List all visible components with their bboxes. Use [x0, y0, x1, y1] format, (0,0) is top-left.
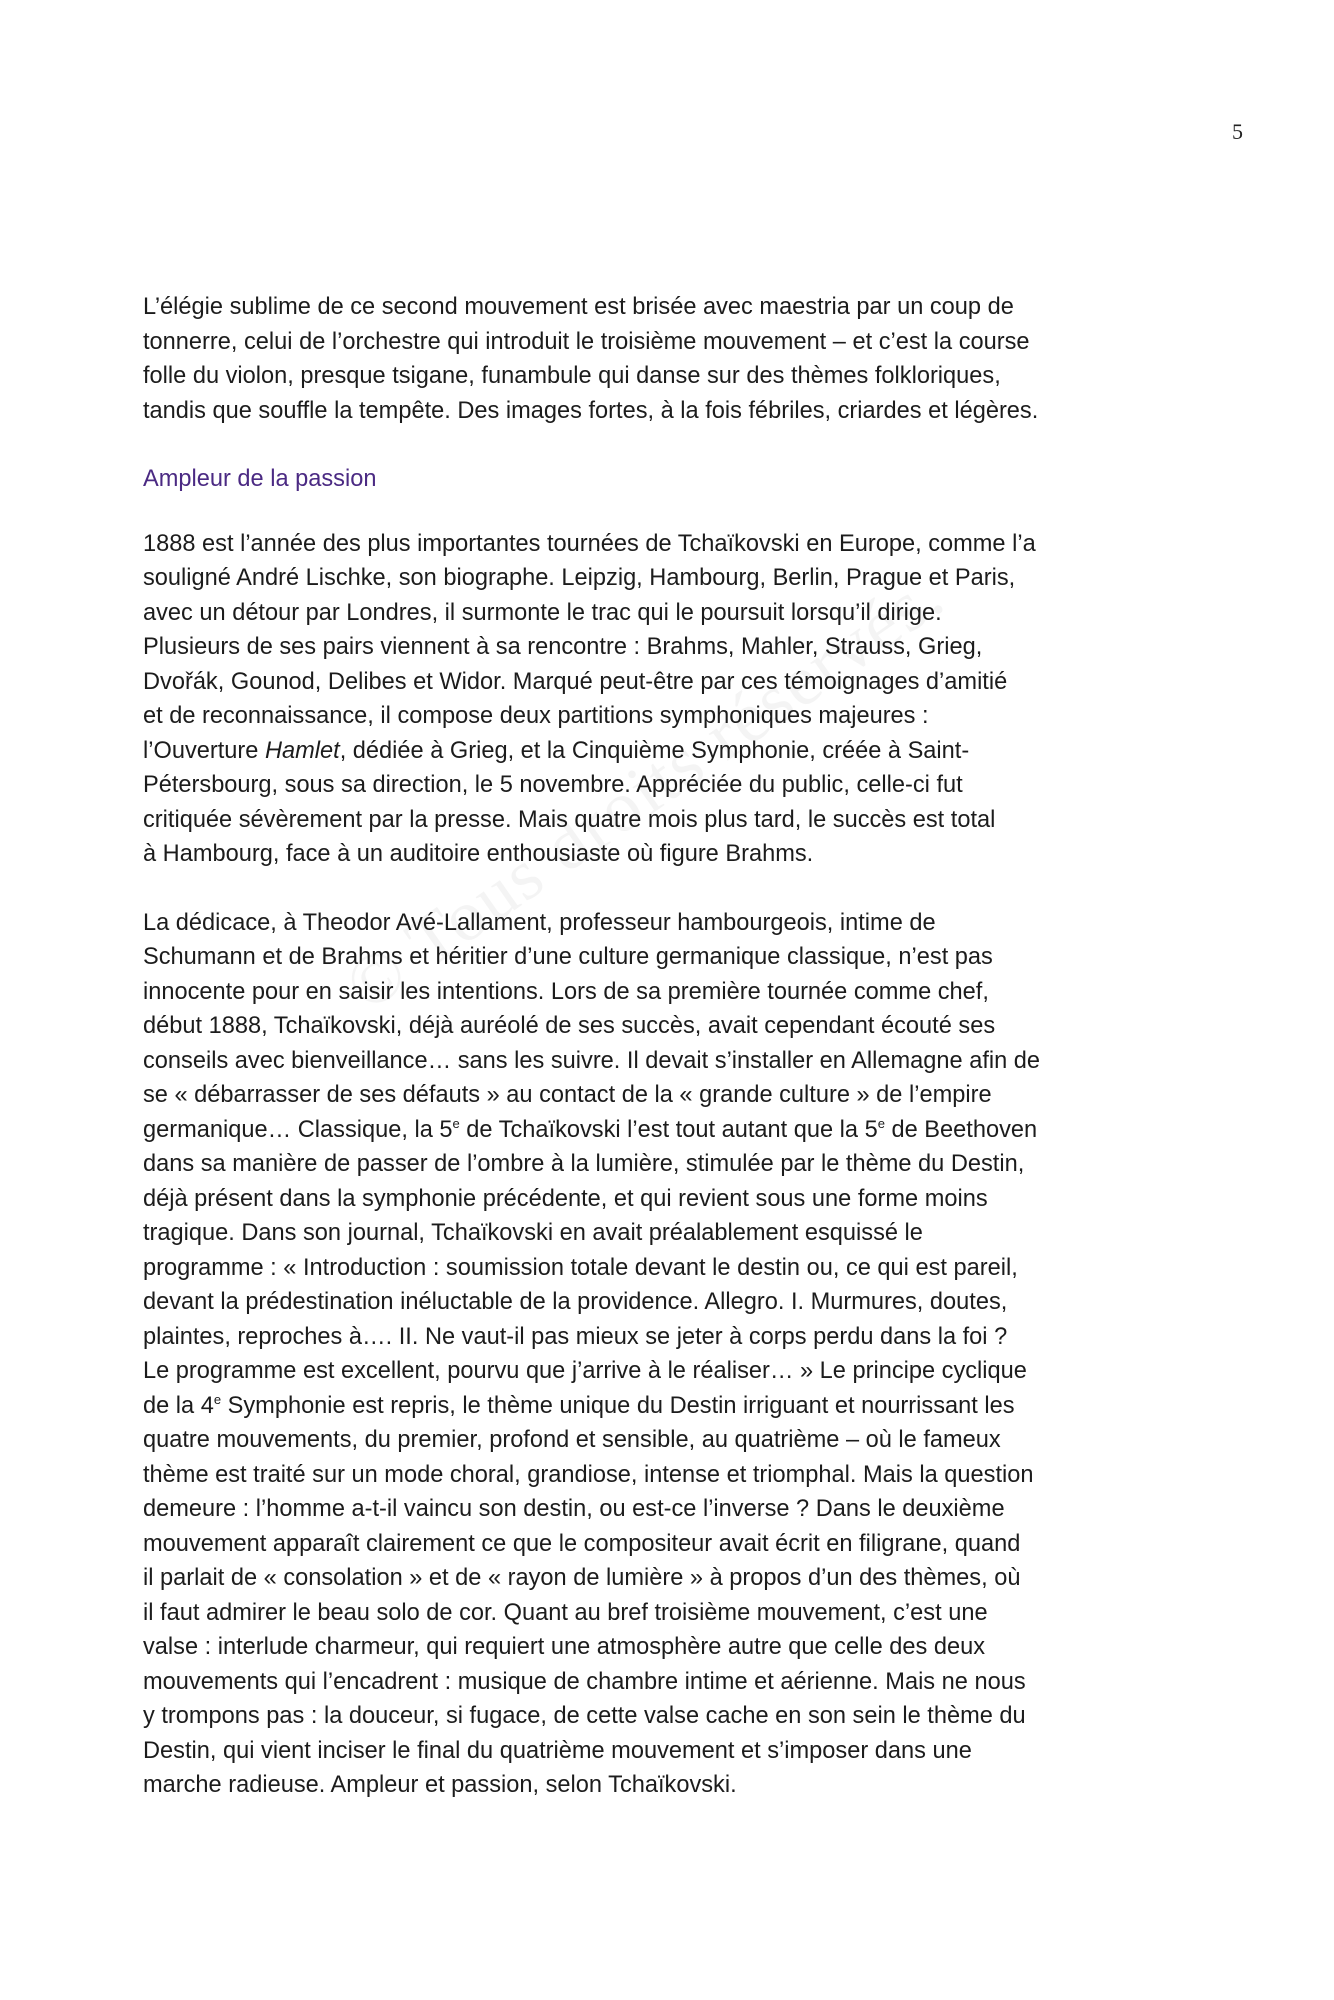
text-line: et de reconnaissance, il compose deux partitions symphoniques majeures : — [143, 703, 929, 729]
text-line: marche radieuse. Ampleur et passion, selon Tchaïkovski. — [143, 1772, 737, 1798]
text-line: y trompons pas : la douceur, si fugace, de cette valse cache en son sein le thème du — [143, 1703, 1026, 1729]
text-line: critiquée sévèrement par la presse. Mais quatre mois plus tard, le succès est total — [143, 806, 996, 833]
text-line: conseils avec bienveillance… sans les suivre. Il devait s’installer en Allemagne afin de — [143, 1047, 1041, 1074]
text-line — [143, 1113, 1203, 1148]
ordinal-superscript: e — [213, 1391, 222, 1407]
text-line: dans sa manière de passer de l’ombre à la lumière, stimulée par le thème du Destin, — [143, 1151, 1025, 1177]
text-line: souligné André Lischke, son biographe. Leipzig, Hambourg, Berlin, Prague et Paris, — [143, 565, 1016, 591]
text-line: tragique. Dans son journal, Tchaïkovski en avait préalablement esquissé le — [143, 1220, 923, 1246]
text-segment: de Tchaïkovski l’est tout autant que la 5 — [459, 1116, 878, 1143]
text-segment: Symphonie est repris, le thème unique du Destin irriguant et nourrissant les — [221, 1392, 1015, 1419]
text-segment: de la 4 — [143, 1392, 214, 1419]
text-line: L’élégie sublime de ce second mouvement est brisée avec maestria par un coup de — [143, 294, 1014, 320]
ordinal-superscript: e — [877, 1115, 885, 1131]
ordinal-superscript: e — [452, 1115, 460, 1131]
text-line: il faut admirer le beau solo de cor. Quant au bref troisième mouvement, c’est une — [143, 1599, 988, 1626]
text-line: Destin, qui vient inciser le final du quatrième mouvement et s’imposer dans une — [143, 1737, 972, 1764]
text-line: avec un détour par Londres, il surmonte le trac qui le poursuit lorsqu’il dirige. — [143, 599, 942, 626]
work-title: Hamlet — [264, 737, 340, 764]
text-line: début 1888, Tchaïkovski, déjà auréolé de ses succès, avait cependant écouté ses — [143, 1013, 996, 1039]
section-heading: Ampleur de la passion — [143, 466, 377, 492]
text-line: à Hambourg, face à un auditoire enthousiaste où figure Brahms. — [143, 841, 814, 867]
page-number: 5 — [1232, 119, 1243, 144]
text-line: tandis que souffle la tempête. Des images fortes, à la fois fébriles, criardes et légères. — [143, 397, 1039, 424]
text-line: 1888 est l’année des plus importantes tournées de Tchaïkovski en Europe, comme l’a — [143, 530, 1036, 557]
text-line: tonnerre, celui de l’orchestre qui introduit le troisième mouvement – et c’est la course — [143, 328, 1030, 355]
text-line: devant la prédestination inéluctable de la providence. Allegro. I. Murmures, doutes, — [143, 1289, 1008, 1315]
text-line: demeure : l’homme a-t-il vaincu son destin, ou est-ce l’inverse ? Dans le deuxième — [143, 1496, 1005, 1522]
text-line: se « débarrasser de ses défauts » au contact de la « grande culture » de l’empire — [143, 1082, 992, 1108]
text-segment: , dédiée à Grieg, et la Cinquième Symphonie, créée à Saint- — [339, 737, 970, 764]
text-line: folle du violon, presque tsigane, funambule qui danse sur des thèmes folkloriques, — [143, 363, 1001, 389]
text-line: Schumann et de Brahms et héritier d’une culture germanique classique, n’est pas — [143, 944, 993, 970]
text-line: Pétersbourg, sous sa direction, le 5 novembre. Appréciée du public, celle-ci fut — [143, 772, 963, 798]
paragraph-dedicace — [143, 906, 1203, 1803]
intro-paragraph — [143, 290, 1203, 428]
text-line: il parlait de « consolation » et de « rayon de lumière » à propos d’un des thèmes, où — [143, 1565, 1021, 1591]
text-line: quatre mouvements, du premier, profond et sensible, au quatrième – où le fameux — [143, 1427, 1001, 1453]
text-line: déjà présent dans la symphonie précédente, et qui revient sous une forme moins — [143, 1185, 988, 1212]
text-line: La dédicace, à Theodor Avé-Lallament, professeur hambourgeois, intime de — [143, 909, 936, 936]
page-body — [143, 290, 1203, 1803]
text-segment: de Beethoven — [884, 1116, 1038, 1143]
text-line: plaintes, reproches à…. II. Ne vaut-il pas mieux se jeter à corps perdu dans la foi ? — [143, 1323, 1008, 1350]
text-segment: l’Ouverture — [143, 737, 265, 764]
text-line: thème est traité sur un mode choral, grandiose, intense et triomphal. Mais la question — [143, 1461, 1034, 1488]
text-line: Le programme est excellent, pourvu que j’arrive à le réaliser… » Le principe cyclique — [143, 1358, 1027, 1384]
text-line: innocente pour en saisir les intentions. Lors de sa première tournée comme chef, — [143, 978, 989, 1005]
text-line: mouvement apparaît clairement ce que le compositeur avait écrit en filigrane, quand — [143, 1530, 1021, 1557]
text-line: mouvements qui l’encadrent : musique de chambre intime et aérienne. Mais ne nous — [143, 1668, 1026, 1695]
text-segment: germanique… Classique, la 5 — [143, 1116, 453, 1143]
text-line: programme : « Introduction : soumission totale devant le destin ou, ce qui est pareil, — [143, 1254, 1018, 1281]
text-line: valse : interlude charmeur, qui requiert une atmosphère autre que celle des deux — [143, 1634, 986, 1660]
text-line — [143, 1389, 1203, 1424]
paragraph-tournees — [143, 527, 1203, 872]
text-line: Plusieurs de ses pairs viennent à sa rencontre : Brahms, Mahler, Strauss, Grieg, — [143, 634, 983, 660]
text-line: Dvořák, Gounod, Delibes et Widor. Marqué peut-être par ces témoignages d’amitié — [143, 668, 1008, 695]
text-line — [143, 734, 1203, 769]
